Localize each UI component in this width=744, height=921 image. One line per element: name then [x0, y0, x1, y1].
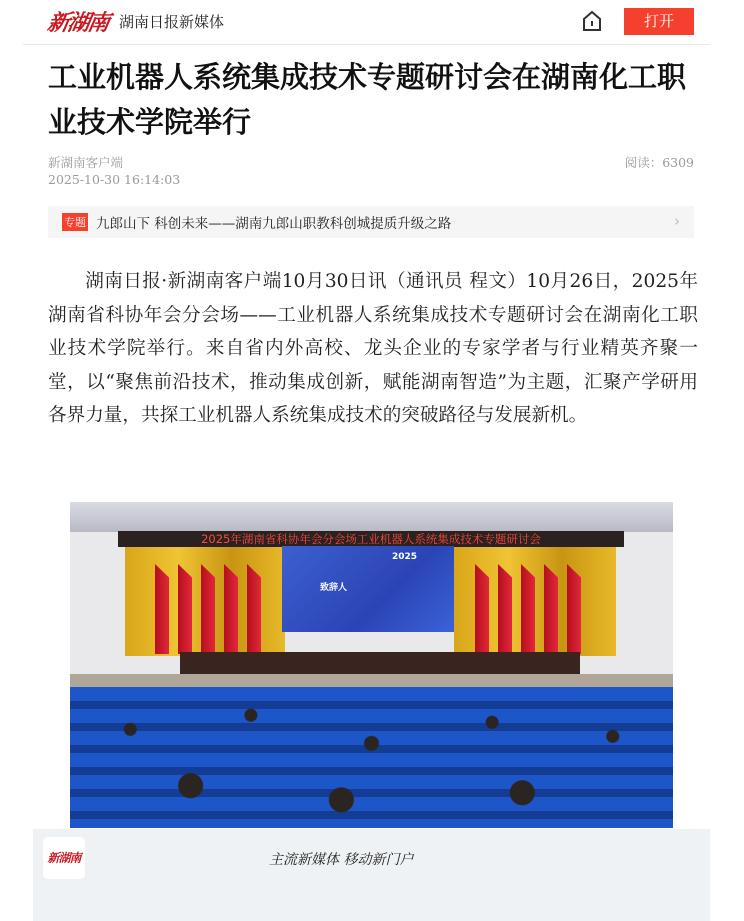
article-paragraph: 湖南日报·新湖南客户端10月30日讯（通讯员 程文）10月26日，2025年湖南省科协年会分会场——工业机器人系统集成技术专题研讨会在湖南化工职业技术学院举行。来自省内外高校、龙头企业的专家学者与行业精英齐聚一堂，以“聚焦前沿技术，推动集成创新，赋能湖南智造”为主题，汇聚产学研用各界力量，共探工业机器人系统集成技术的突破路径与发展新机。: [48, 271, 698, 426]
open-app-button[interactable]: 打开: [624, 8, 694, 35]
footer-slogan: 主流新媒体 移动新门户: [269, 852, 414, 868]
flag: [567, 564, 581, 654]
brand-name: 湖南日报新媒体: [119, 13, 225, 31]
topic-title: 九郎山下 科创未来——湖南九郎山职教科创城提质升级之路: [96, 216, 452, 232]
stage: [180, 652, 580, 674]
read-count: 阅读：6309: [624, 155, 694, 170]
article-photo[interactable]: [70, 502, 673, 828]
flag: [498, 564, 512, 654]
article-datetime: 2025-10-30 16:14:03: [48, 172, 181, 187]
top-bar: [0, 0, 744, 44]
topic-tag: 专题: [62, 213, 88, 231]
app-logo[interactable]: 新湖南: [45, 10, 111, 36]
divider: [23, 44, 710, 45]
audience: [70, 687, 673, 828]
screen-title: 致辞人: [320, 583, 348, 593]
flag: [201, 564, 215, 654]
article-source: 新湖南客户端: [48, 155, 124, 170]
footer-logo: 新湖南: [43, 837, 85, 879]
flag: [155, 564, 169, 654]
home-icon[interactable]: [580, 9, 604, 33]
flag: [178, 564, 192, 654]
topic-link[interactable]: [48, 206, 694, 238]
stage-screen: [282, 546, 454, 632]
led-banner: 2025年湖南省科协年会分会场工业机器人系统集成技术专题研讨会: [118, 531, 624, 547]
ceiling: [70, 502, 673, 532]
flag: [544, 564, 558, 654]
flag: [247, 564, 261, 654]
flag: [521, 564, 535, 654]
screen-year: 2025: [392, 552, 418, 562]
article-title: 工业机器人系统集成技术专题研讨会在湖南化工职业技术学院举行: [48, 60, 687, 139]
footer-banner[interactable]: [33, 829, 710, 921]
flag: [224, 564, 238, 654]
chevron-right-icon: ›: [674, 212, 680, 230]
flag: [475, 564, 489, 654]
